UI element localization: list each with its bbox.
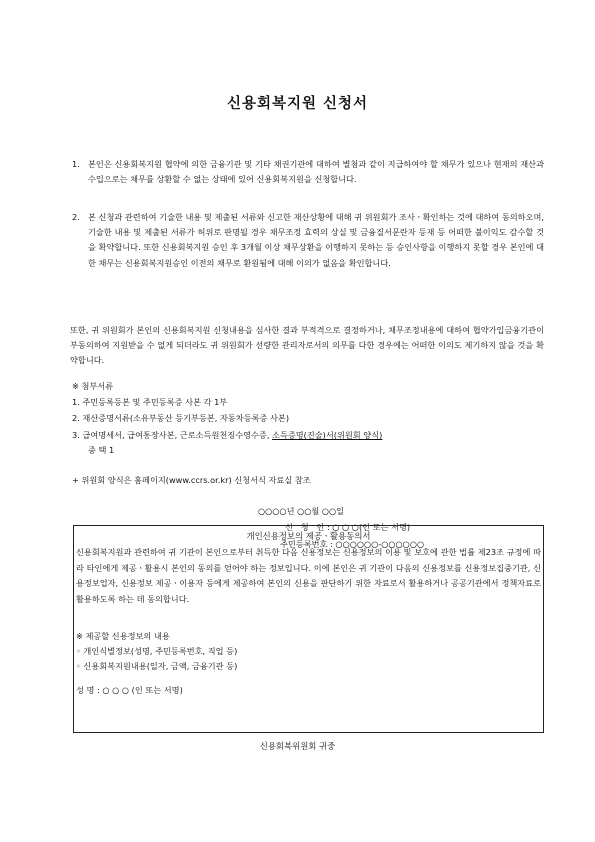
additional-paragraph: 또한, 귀 위원회가 본인의 신용회복지원 신청내용을 심사한 결과 부적격으로 결정하거나, 채무조정내용에 대하여 협약가입금융기관이 부동의하여 지원받을 수 없게 되더라도 귀 위원회가 선량한 관리자로서의 의무를 다한 경우에는 어떠한 이의도 제기하지 않을 것을 확약합니다. bbox=[70, 325, 544, 366]
attachment-3 bbox=[72, 429, 382, 441]
signature-date: ○○○○년 ○○월 ○○일 bbox=[258, 506, 345, 516]
clause-number: 2. bbox=[72, 212, 80, 222]
clause-number: 1. bbox=[72, 159, 80, 169]
attachment-1: 1. 주민등록등본 및 주민등록증 사본 각 1부 bbox=[72, 397, 228, 407]
clause-2 bbox=[72, 210, 544, 271]
attachments-heading: ※ 첨부서류 bbox=[72, 381, 114, 391]
consent-title: 개인신용정보의 제공ㆍ활용동의서 bbox=[246, 531, 371, 541]
attachment-3-continued: 중 택 1 bbox=[88, 445, 115, 455]
page-title: 신용회복지원 신청서 bbox=[226, 96, 369, 112]
consent-info-2: ◦ 신용회복지원내용(일자, 금액, 금융기관 등) bbox=[76, 661, 238, 671]
addressee: 신용회복위원회 귀중 bbox=[259, 741, 336, 751]
clause-text: 본인은 신용회복지원 협약에 의한 금융기관 및 기타 채권기관에 대하여 별첨과 같이 지급하여야 할 채무가 있으나 현재의 재산과 수입으로는 채무를 상환할 수 없는 상태에 있어 신용회복지원을 신청합니다. bbox=[88, 159, 544, 185]
clause-text: 본 신청과 관련하여 기술한 내용 및 제출된 서류와 신고한 재산상황에 대해 귀 위원회가 조사ㆍ확인하는 것에 대하여 동의하오며, 기술한 내용 및 제출된 서류가 허위로 판명될 경우 채무조정 효력의 상실 및 금융질서문란자 등재 등 어떠한 불이익도 감수할 것을 확약합니다. 또한 신용회복지원 승인 후 3개월 이상 채무상환을 이행하지 못하는 등 승인사항을 이행하지 못할 경우 본인에 대한 채무는 신용회복지원승인 이전의 채무로 환원됨에 대해 이의가 없음을 확인합니다. bbox=[88, 212, 544, 268]
consent-info-1: ◦ 개인식별정보(성명, 주민등록번호, 직업 등) bbox=[76, 646, 238, 656]
consent-signer: 성 명 : ○ ○ ○ (인 또는 서명) bbox=[76, 685, 183, 695]
signature-applicant: 신 청 인 : ○ ○ ○(인 또는 서명) bbox=[285, 522, 411, 532]
consent-info-heading: ※ 제공할 신용정보의 내용 bbox=[76, 631, 170, 641]
consent-body: 신용회복지원과 관련하여 귀 기관이 본인으로부터 취득한 다음 신용정보는 신용정보의 이용 및 보호에 관한 법률 제23조 규정에 따라 타인에게 제공ㆍ활용시 본인의 동의를 얻어야 하는 정보입니다. 이에 본인은 귀 기관이 다음의 신용정보를 신용정보집중기관, 신용정보업자, 신용정보 제공ㆍ이용자 등에게 제공하여 본인의 신용을 판단하기 위한 자료로서 활용하거나 공공기관에서 정책자료로 활용하도록 하는 데 동의합니다. bbox=[76, 547, 541, 604]
consent-box bbox=[73, 525, 544, 733]
clause-1 bbox=[72, 157, 544, 187]
attachment-3-form-name: 소득증명(진술)서(위원회 양식) bbox=[272, 430, 383, 440]
attachment-3-text: 3. 급여명세서, 급여통장사본, 근로소득원천징수영수증, bbox=[72, 430, 273, 440]
signature-regno: 주민등록번호 : ○○○○○○-○○○○○○ bbox=[280, 539, 425, 549]
homepage-note: + 위원회 양식은 홈페이지(www.ccrs.or.kr) 신청서식 자료실 참조 bbox=[72, 475, 311, 485]
attachment-2: 2. 재산증명서류(소유부동산 등기부등본, 자동차등록증 사본) bbox=[72, 413, 290, 423]
